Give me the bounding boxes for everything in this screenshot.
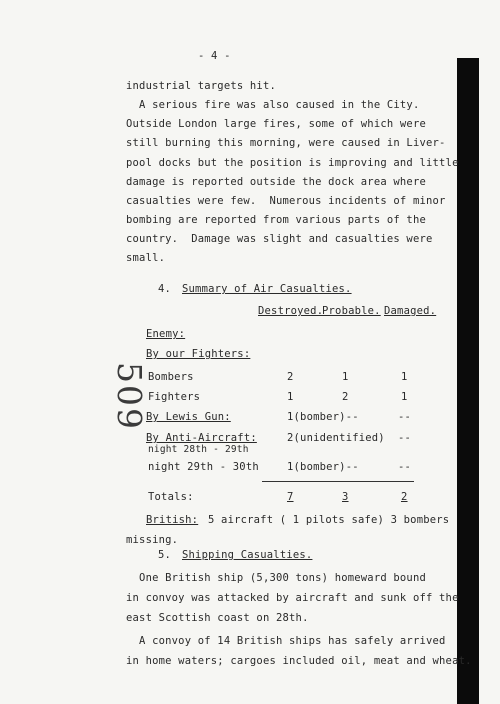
by-fighters-label: By our Fighters: xyxy=(146,348,251,360)
body-line: A serious fire was also caused in the City. xyxy=(126,99,420,111)
section-number: 5. xyxy=(158,549,172,561)
table-row-label: By Anti-Aircraft: xyxy=(146,432,257,444)
column-header-damaged: Damaged. xyxy=(384,305,437,317)
table-cell-damaged: -- xyxy=(398,411,412,423)
totals-rule xyxy=(262,481,414,482)
table-row-label: night 29th - 30th xyxy=(148,461,259,473)
body-line: small. xyxy=(126,252,166,264)
british-label: British: xyxy=(146,514,199,526)
scan-dark-edge xyxy=(457,58,479,704)
table-cell-destroyed: 1 xyxy=(287,391,294,403)
table-cell-destroyed: 1(bomber)-- xyxy=(287,411,359,423)
column-header-destroyed: Destroyed. xyxy=(258,305,324,317)
table-row-label: Bombers xyxy=(148,371,194,383)
body-line: east Scottish coast on 28th. xyxy=(126,612,309,624)
body-line: country. Damage was slight and casualties were xyxy=(126,233,433,245)
page-number: - 4 - xyxy=(198,50,231,62)
totals-label: Totals: xyxy=(148,491,194,503)
body-line: Outside London large fires, some of which were xyxy=(126,118,426,130)
column-header-probable: Probable. xyxy=(322,305,381,317)
table-row-label: By Lewis Gun: xyxy=(146,411,231,423)
table-cell-probable: 1 xyxy=(342,371,349,383)
body-line: in convoy was attacked by aircraft and sunk off the xyxy=(126,592,459,604)
table-cell-damaged: -- xyxy=(398,461,412,473)
totals-probable: 3 xyxy=(342,491,349,503)
table-cell-damaged: 1 xyxy=(401,391,408,403)
table-row-label: Fighters xyxy=(148,391,201,403)
table-cell-damaged: 1 xyxy=(401,371,408,383)
body-line: industrial targets hit. xyxy=(126,80,276,92)
table-cell-destroyed: 2(unidentified) xyxy=(287,432,385,444)
british-text-continued: missing. xyxy=(126,534,179,546)
body-line: casualties were few. Numerous incidents of minor xyxy=(126,195,446,207)
table-row-sublabel: night 28th - 29th xyxy=(148,444,249,455)
totals-damaged: 2 xyxy=(401,491,408,503)
body-line: One British ship (5,300 tons) homeward bound xyxy=(126,572,426,584)
section-heading: Summary of Air Casualties. xyxy=(182,283,352,295)
section-heading: Shipping Casualties. xyxy=(182,549,313,561)
body-line: still burning this morning, were caused in Liver- xyxy=(126,137,446,149)
body-line: damage is reported outside the dock area where xyxy=(126,176,426,188)
enemy-label: Enemy: xyxy=(146,328,186,340)
body-line: in home waters; cargoes included oil, meat and wheat. xyxy=(126,655,472,667)
table-cell-destroyed: 2 xyxy=(287,371,294,383)
british-text: 5 aircraft ( 1 pilots safe) 3 bombers xyxy=(208,514,450,526)
body-line: pool docks but the position is improving and little xyxy=(126,157,459,169)
body-line: A convoy of 14 British ships has safely arrived xyxy=(126,635,446,647)
body-line: bombing are reported from various parts of the xyxy=(126,214,426,226)
section-number: 4. xyxy=(158,283,172,295)
table-cell-damaged: -- xyxy=(398,432,412,444)
table-cell-destroyed: 1(bomber)-- xyxy=(287,461,359,473)
table-cell-probable: 2 xyxy=(342,391,349,403)
totals-destroyed: 7 xyxy=(287,491,294,503)
handwritten-margin-note: 509 xyxy=(110,362,149,431)
